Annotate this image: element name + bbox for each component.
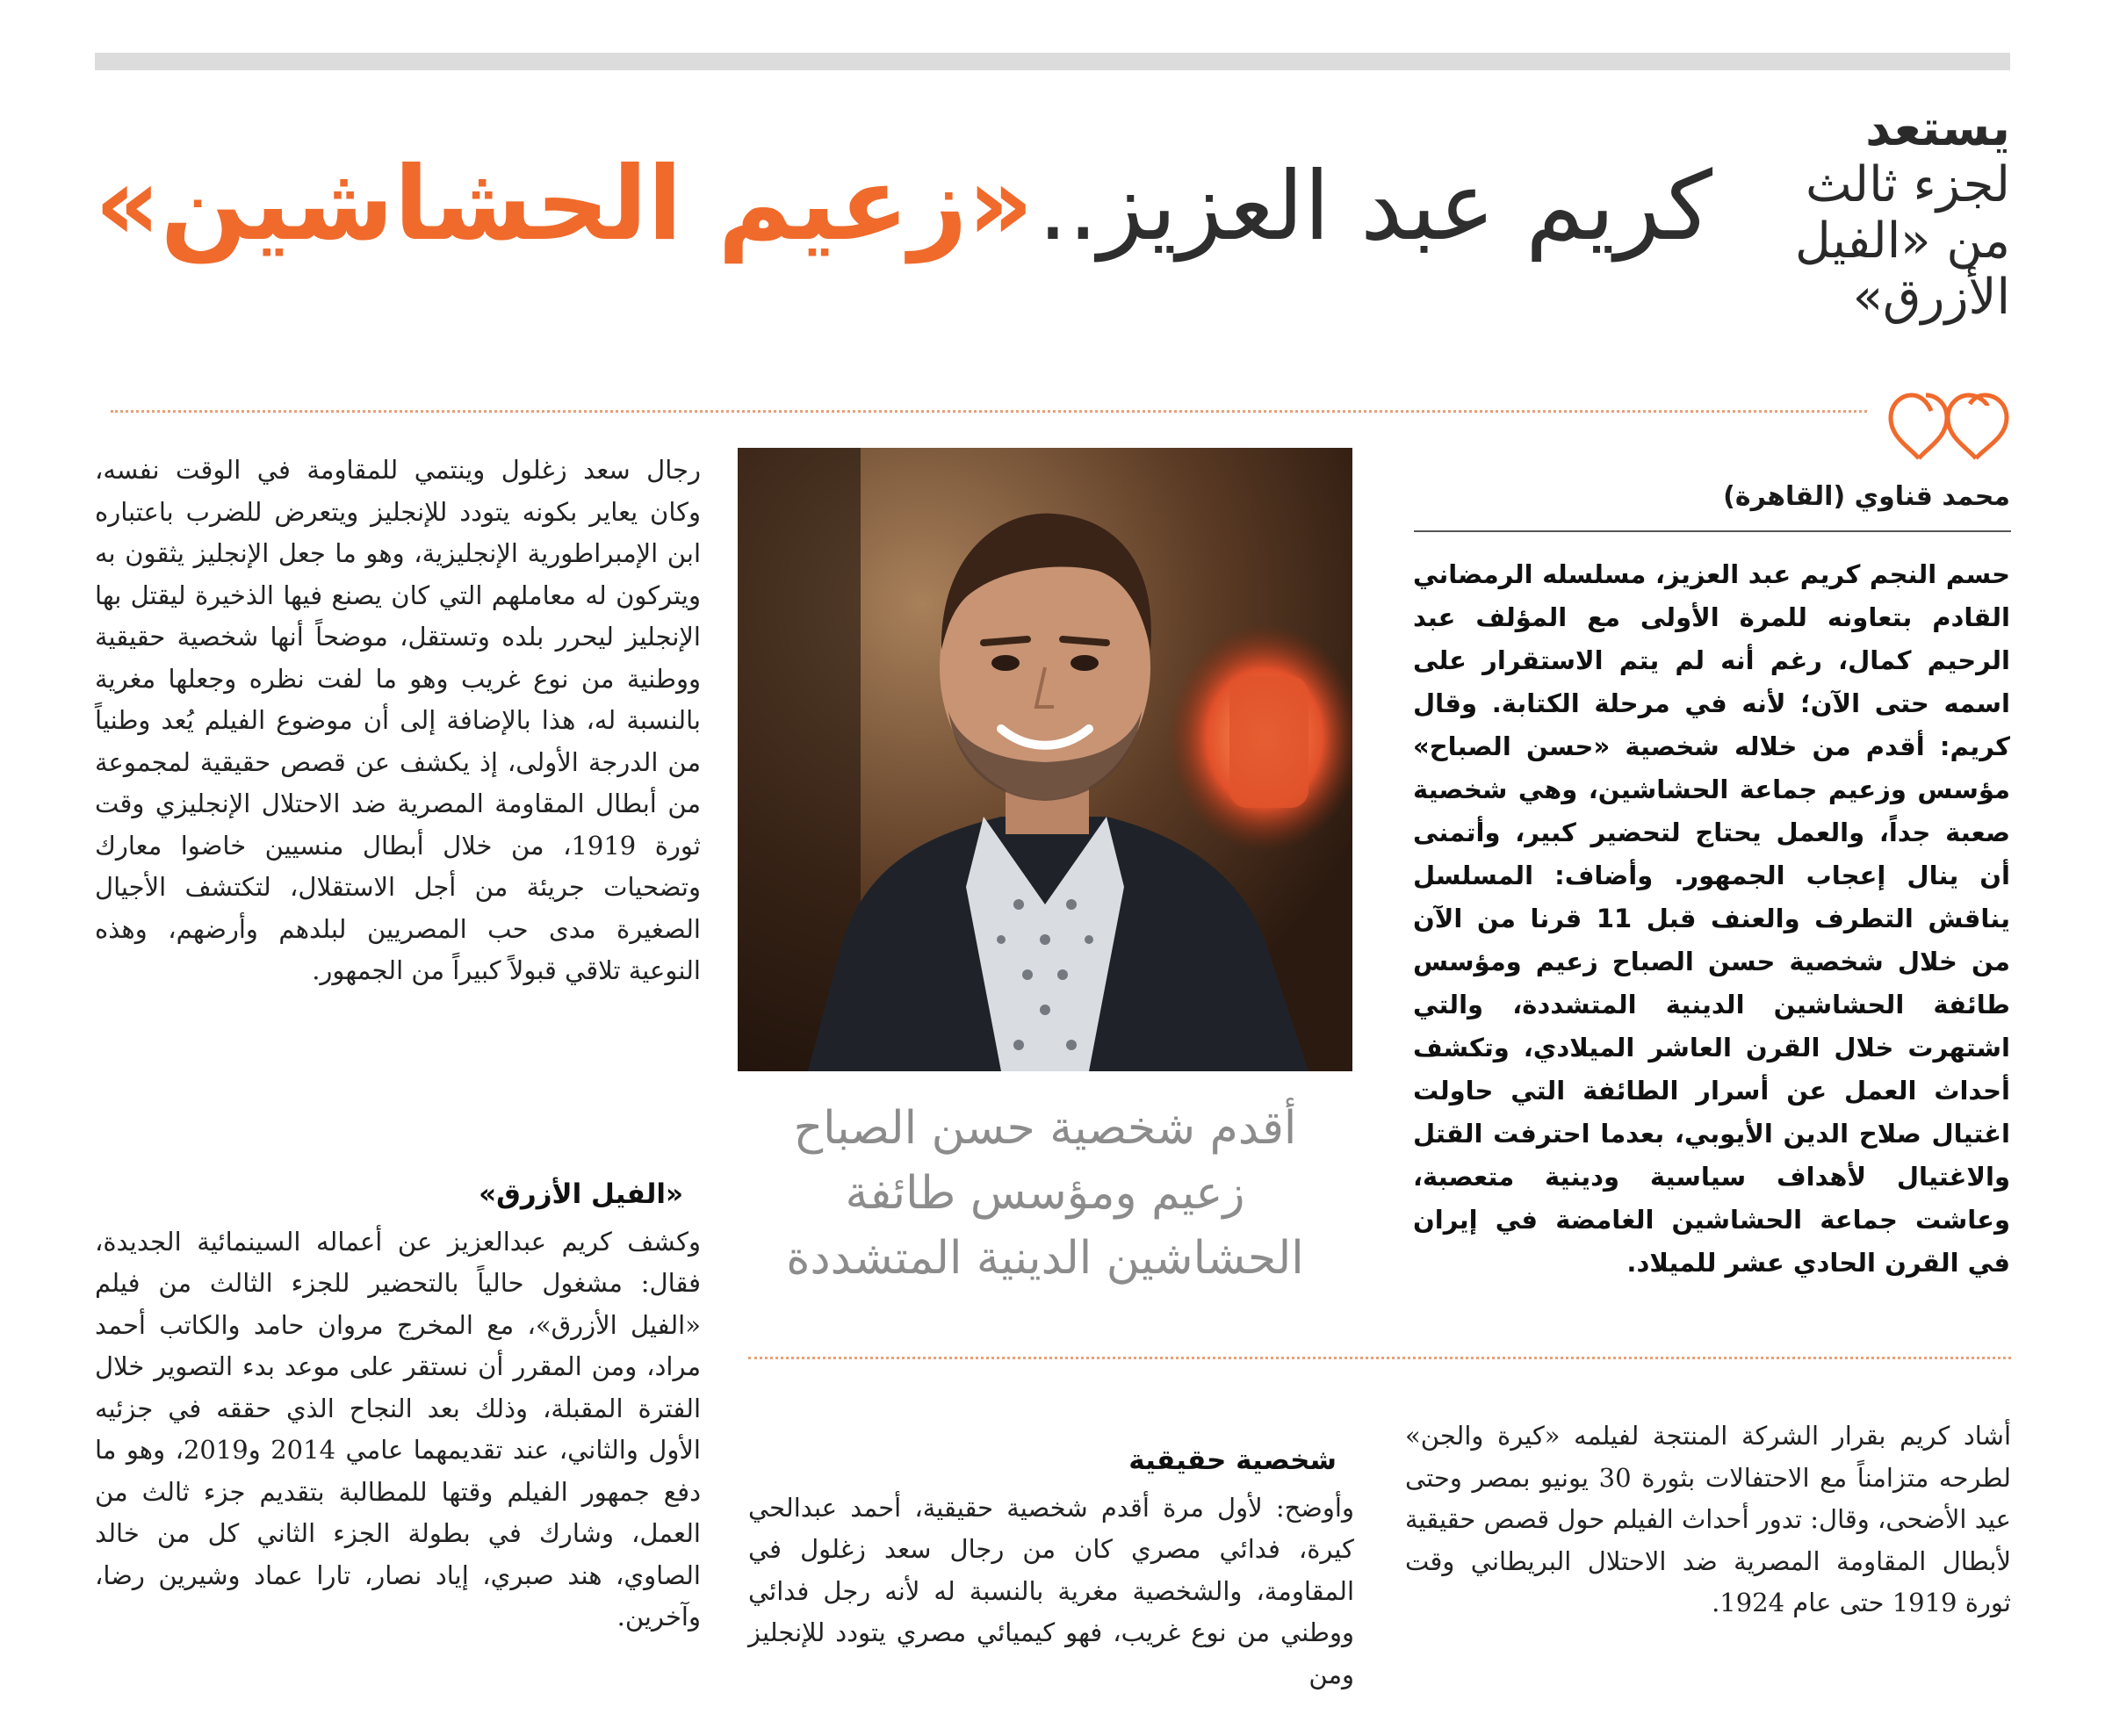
right-bottom-column — [1405, 1415, 2011, 1624]
pull-quote-line-2: زعيم ومؤسس طائفة — [845, 1167, 1245, 1220]
right-bottom-paragraph: أشاد كريم بقرار الشركة المنتجة لفيلمه «كيرة والجن» لطرحه متزامناً مع الاحتفالات بثورة 30 يونيو بمصر وحتى عيد الأضحى، وقال: تدور أحداث الفيلم حول قصص حقيقية لأبطال المقاومة المصرية ضد الاحتلال البريطاني وقت ثورة 1919 حتى عام 1924. — [1405, 1421, 2012, 1617]
actor-photo — [738, 448, 1352, 1071]
header-divider — [111, 410, 1867, 413]
byline: محمد قناوي (القاهرة) — [1723, 481, 2010, 512]
headline — [94, 145, 1712, 321]
decorative-hearts-icon — [1884, 386, 2015, 465]
actor-portrait-image — [738, 448, 1352, 1071]
middle-paragraph: وأوضح: لأول مرة أقدم شخصية حقيقية، أحمد عبدالحي كيرة، فدائي مصري كان من رجال سعد زغلول في المقاومة، والشخصية مغرية بالنسبة له لأنه رجل فدائي ووطني من نوع غريب، فهو كيميائي مصري يتودد للإنجليز ومن — [748, 1492, 1354, 1689]
section-divider — [748, 1357, 2011, 1359]
kicker-line-3: من «الفيل — [1795, 212, 2010, 270]
headline-name: كريم عبد العزيز.. — [1037, 152, 1712, 262]
subhead-real-character: شخصية حقيقية — [1128, 1444, 1337, 1476]
kicker-line-2: لجزء ثالث — [1806, 156, 2010, 213]
intro-paragraph: حسم النجم كريم عبد العزيز، مسلسله الرمضاني القادم بتعاونه للمرة الأولى مع المؤلف عبد الرحيم كمال، رغم أنه لم يتم الاستقرار على اسمه حتى الآن؛ لأنه في مرحلة الكتابة. وقال كريم: أقدم من خلاله شخصية «حسن الصباح» مؤسس وزعيم جماعة الحشاشين، وهي شخصية صعبة جداً، والعمل يحتاج لتحضير كبير، وأتمنى أن ينال إعجاب الجمهور. وأضاف: المسلسل يناقش التطرف والعنف قبل 11 قرنا من الآن من خلال شخصية حسن الصباح زعيم ومؤسس طائفة الحشاشين الدينية المتشددة، والتي اشتهرت خلال القرن العاشر الميلادي، وتكشف أحداث العمل عن أسرار الطائفة التي حاولت اغتيال صلاح الدين الأيوبي، بعدما احترفت القتل والاغتيال لأهداف سياسية ودينية متعصبة، وعاشت جماعة الحشاشين الغامضة في إيران في القرن الحادي عشر للميلاد. — [1413, 559, 2010, 1278]
byline-rule — [1414, 530, 2011, 532]
pull-quote-line-1: أقدم شخصية حسن الصباح — [793, 1102, 1297, 1155]
top-rule — [95, 53, 2010, 70]
kicker-line-1: يستعد — [1865, 100, 2010, 157]
left-column-top — [95, 450, 701, 992]
kicker-line-4: الأزرق» — [1852, 269, 2010, 326]
middle-column — [748, 1440, 1354, 1696]
left-paragraph-2: وكشف كريم عبدالعزيز عن أعماله السينمائية الجديدة، فقال: مشغول حالياً بالتحضير للجزء الثالث من فيلم «الفيل الأزرق»، مع المخرج مروان حامد والكاتب أحمد مراد، ومن المقرر أن نستقر على موعد بدء التصوير خلال الفترة المقبلة، وذلك بعد النجاح الذي حققه في جزئيه الأول والثاني، عند تقديمهما عامي 2014 و2019، وهو ما دفع جمهور الفيلم وقتها للمطالبة بتقديم جزء ثالث من العمل، وشارك في بطولة الجزء الثاني كل من خالد الصاوي، هند صبري، إياد نصار، تارا عماد وشيرين رضا، وآخرين. — [95, 1226, 701, 1632]
headline-title: «زعيم الحشاشين» — [94, 145, 1034, 263]
left-paragraph-1: رجال سعد زغلول وينتمي للمقاومة في الوقت نفسه، وكان يعاير بكونه يتودد للإنجليز ويتعرض للضرب باعتباره ابن الإمبراطورية الإنجليزية، وهو ما جعل الإنجليز يثقون به ويتركون له معاملهم التي كان يصنع فيها الذخيرة ليقتل بها الإنجليز ليحرر بلده وتستقل، موضحاً أنها شخصية حقيقية ووطنية من نوع غريب وهو ما لفت نظره وجعلها مغرية بالنسبة له، هذا بالإضافة إلى أن موضوع الفيلم يُعد وطنياً من الدرجة الأولى، إذ يكشف عن قصص حقيقية لمجموعة من أبطال المقاومة المصرية ضد الاحتلال الإنجليزي وقت ثورة 1919، من خلال أبطال منسيين خاضوا معارك وتضحيات جريئة من أجل الاستقلال، لتكتشف الأجيال الصغيرة مدى حب المصريين لبلدهم وأرضهم، وهذه النوعية تلاقي قبولاً كبيراً من الجمهور. — [95, 455, 701, 985]
kicker — [1747, 101, 2010, 326]
left-column-bottom — [95, 1174, 701, 1639]
pull-quote — [738, 1096, 1352, 1291]
subhead-blue-elephant: «الفيل الأزرق» — [479, 1178, 683, 1210]
pull-quote-line-3: الحشاشين الدينية المتشددة — [786, 1232, 1304, 1285]
intro-column — [1413, 553, 2010, 1285]
